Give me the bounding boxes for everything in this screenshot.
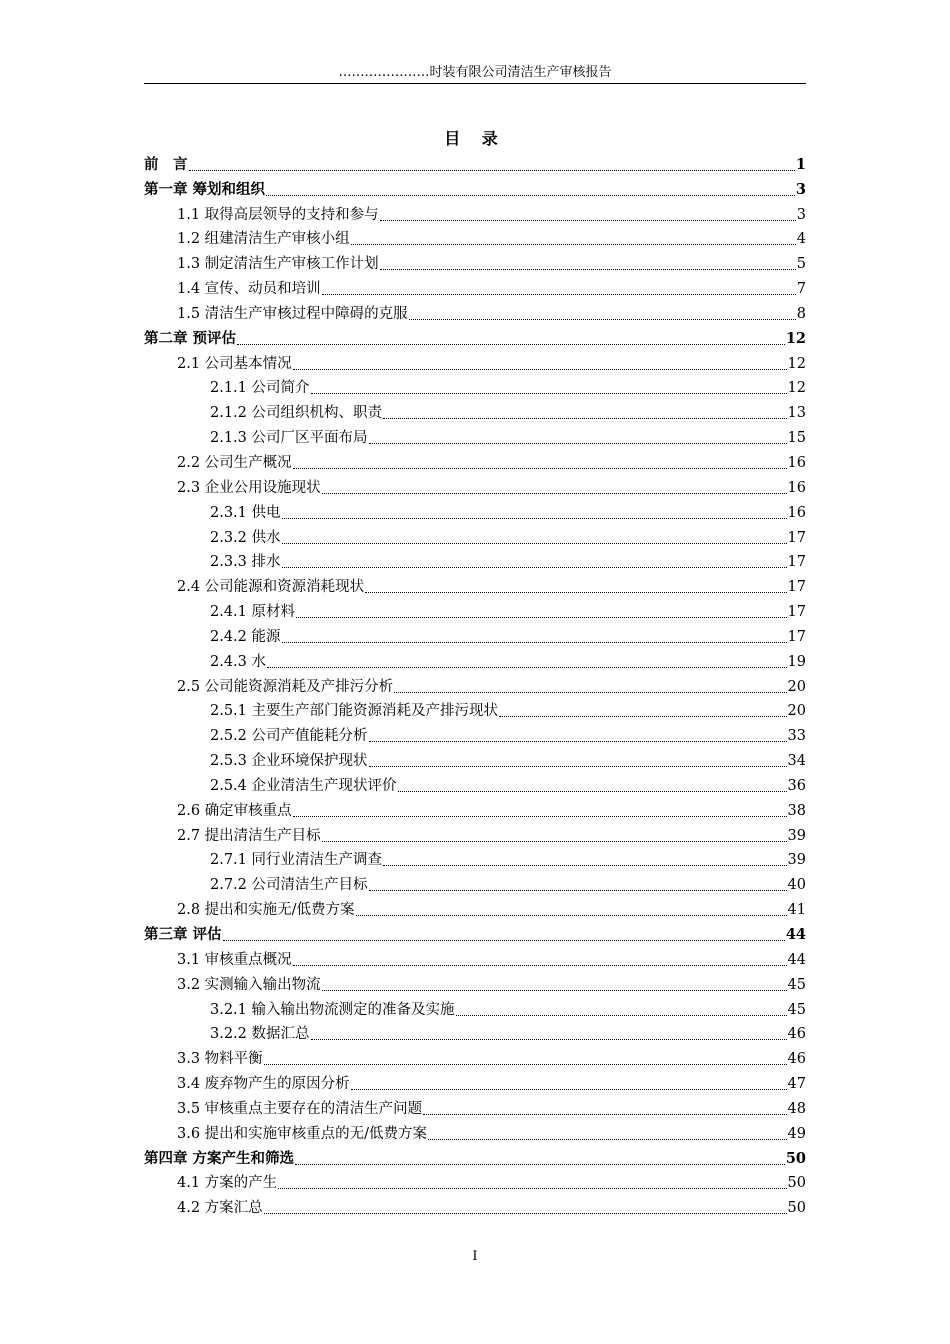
toc-entry[interactable] xyxy=(144,249,806,274)
toc-entry[interactable] xyxy=(144,622,806,647)
toc-dot-leader xyxy=(293,357,787,370)
toc-dot-leader xyxy=(296,605,787,618)
toc-dot-leader xyxy=(380,257,796,270)
toc-entry-title: 2.3.1 供电 xyxy=(210,504,281,521)
toc-entry-page: 40 xyxy=(787,877,806,894)
toc-dot-leader xyxy=(282,555,787,568)
toc-dot-leader xyxy=(409,307,796,320)
toc-entry[interactable] xyxy=(144,523,806,548)
toc-entry-title: 2.7 提出清洁生产目标 xyxy=(177,827,321,844)
toc-entry-title: 4.1 方案的产生 xyxy=(177,1175,278,1192)
toc-entry-title: 2.4.1 原材料 xyxy=(210,604,296,621)
toc-entry[interactable] xyxy=(144,548,806,573)
toc-dot-leader xyxy=(380,208,796,221)
toc-entry-page: 50 xyxy=(787,1175,806,1192)
toc-entry-page: 17 xyxy=(787,554,806,571)
toc-dot-leader xyxy=(278,1176,786,1189)
toc-entry-title: 2.2 公司生产概况 xyxy=(177,454,292,471)
toc-dot-leader xyxy=(369,754,787,767)
toc-entry-title: 3.6 提出和实施审核重点的无/低费方案 xyxy=(177,1125,428,1142)
toc-entry[interactable] xyxy=(144,771,806,796)
toc-entry-title: 1.2 组建清洁生产审核小组 xyxy=(177,231,350,248)
toc-dot-leader xyxy=(282,506,787,519)
toc-entry-title: 第一章 筹划和组织 xyxy=(144,180,266,198)
toc-entry[interactable] xyxy=(144,672,806,697)
toc-dot-leader xyxy=(223,928,785,941)
toc-entry-page: 17 xyxy=(787,628,806,645)
toc-entry[interactable] xyxy=(144,920,806,945)
toc-entry-page: 4 xyxy=(796,231,806,248)
toc-entry-page: 44 xyxy=(787,951,806,968)
toc-dot-leader xyxy=(267,655,787,668)
toc-entry-title: 3.2.1 输入输出物流测定的准备及实施 xyxy=(210,1001,455,1018)
toc-entry[interactable] xyxy=(144,746,806,771)
toc-entry-page: 13 xyxy=(787,405,806,422)
toc-entry-title: 1.1 取得高层领导的支持和参与 xyxy=(177,206,379,223)
toc-entry[interactable] xyxy=(144,349,806,374)
toc-entry[interactable] xyxy=(144,1144,806,1169)
toc-entry-title: 2.7.2 公司清洁生产目标 xyxy=(210,877,368,894)
page-header: …………………时装有限公司清洁生产审核报告 xyxy=(338,65,612,80)
toc-dot-leader xyxy=(293,953,787,966)
toc-entry-title: 3.1 审核重点概况 xyxy=(177,951,292,968)
toc-entry-title: 第二章 预评估 xyxy=(144,329,237,347)
toc-entry-title: 2.4 公司能源和资源消耗现状 xyxy=(177,579,365,596)
toc-entry-title: 1.3 制定清洁生产审核工作计划 xyxy=(177,256,379,273)
toc-entry[interactable] xyxy=(144,870,806,895)
toc-dot-leader xyxy=(365,580,786,593)
toc-dot-leader xyxy=(369,431,787,444)
toc-entry-page: 17 xyxy=(787,604,806,621)
toc-entry[interactable] xyxy=(144,1169,806,1194)
toc-entry-page: 41 xyxy=(787,902,806,919)
toc-entry-title: 2.5.4 企业清洁生产现状评价 xyxy=(210,777,397,794)
toc-entry-page: 33 xyxy=(787,728,806,745)
toc-dot-leader xyxy=(311,381,787,394)
toc-dot-leader xyxy=(369,878,787,891)
toc-entry-title: 3.4 废弃物产生的原因分析 xyxy=(177,1076,350,1093)
toc-entry[interactable] xyxy=(144,1020,806,1045)
toc-entry-page: 3 xyxy=(795,180,806,198)
toc-entry-title: 2.8 提出和实施无/低费方案 xyxy=(177,902,355,919)
toc-entry-page: 34 xyxy=(787,753,806,770)
toc-dot-leader xyxy=(295,1152,785,1165)
toc-entry-page: 8 xyxy=(796,305,806,322)
toc-entry[interactable] xyxy=(144,398,806,423)
toc-entry-page: 12 xyxy=(787,355,806,372)
toc-entry-title: 前 言 xyxy=(144,155,188,173)
toc-dot-leader xyxy=(264,1052,787,1065)
toc-entry-title: 3.2 实测输入输出物流 xyxy=(177,976,321,993)
toc-dot-leader xyxy=(456,1003,787,1016)
toc-entry-title: 2.1.2 公司组织机构、职责 xyxy=(210,405,383,422)
toc-entry-title: 2.5.3 企业环境保护现状 xyxy=(210,753,368,770)
toc-dot-leader xyxy=(264,1201,787,1214)
toc-entry[interactable] xyxy=(144,796,806,821)
toc-dot-leader xyxy=(237,332,785,345)
toc-entry-title: 2.1.1 公司简介 xyxy=(210,380,310,397)
toc-dot-leader xyxy=(423,1102,786,1115)
toc-entry[interactable] xyxy=(144,1094,806,1119)
toc-entry-title: 2.5.1 主要生产部门能资源消耗及产排污现状 xyxy=(210,703,499,720)
toc-title: 目 录 xyxy=(444,129,506,148)
toc-entry-page: 49 xyxy=(787,1125,806,1142)
toc-entry[interactable] xyxy=(144,374,806,399)
toc-entry-page: 15 xyxy=(787,430,806,447)
toc-dot-leader xyxy=(369,729,787,742)
toc-entry-page: 39 xyxy=(787,827,806,844)
toc-entry[interactable] xyxy=(144,647,806,672)
toc-entry[interactable] xyxy=(144,895,806,920)
toc-entry-page: 16 xyxy=(787,479,806,496)
toc-dot-leader xyxy=(351,232,796,245)
toc-entry-page: 46 xyxy=(787,1051,806,1068)
toc-entry-page: 5 xyxy=(796,256,806,273)
toc-entry-page: 1 xyxy=(795,155,806,173)
toc-dot-leader xyxy=(189,158,795,171)
toc-entry-page: 50 xyxy=(785,1149,806,1167)
toc-entry-title: 第三章 评估 xyxy=(144,926,222,943)
toc-entry-page: 47 xyxy=(787,1076,806,1093)
header-rule xyxy=(144,83,806,84)
toc-entry-page: 46 xyxy=(787,1026,806,1043)
table-of-contents xyxy=(144,150,806,1218)
toc-dot-leader xyxy=(322,978,787,991)
toc-dot-leader xyxy=(428,1127,786,1140)
toc-entry[interactable] xyxy=(144,846,806,871)
toc-entry-page: 45 xyxy=(787,976,806,993)
toc-entry[interactable] xyxy=(144,299,806,324)
toc-entry[interactable] xyxy=(144,448,806,473)
toc-entry[interactable] xyxy=(144,597,806,622)
toc-dot-leader xyxy=(282,630,787,643)
toc-entry-page: 17 xyxy=(787,579,806,596)
toc-entry[interactable] xyxy=(144,473,806,498)
toc-entry[interactable] xyxy=(144,150,806,175)
toc-entry-title: 2.3 企业公用设施现状 xyxy=(177,479,321,496)
toc-entry[interactable] xyxy=(144,1119,806,1144)
toc-entry[interactable] xyxy=(144,572,806,597)
toc-dot-leader xyxy=(394,680,786,693)
toc-dot-leader xyxy=(266,183,795,196)
toc-entry-title: 2.5.2 公司产值能耗分析 xyxy=(210,728,368,745)
toc-entry[interactable] xyxy=(144,225,806,250)
toc-entry-title: 2.1.3 公司厂区平面布局 xyxy=(210,430,368,447)
toc-entry-title: 3.5 审核重点主要存在的清洁生产问题 xyxy=(177,1100,423,1117)
toc-entry-page: 38 xyxy=(787,802,806,819)
toc-dot-leader xyxy=(322,481,787,494)
toc-entry-page: 16 xyxy=(787,454,806,471)
toc-entry-page: 48 xyxy=(787,1100,806,1117)
toc-entry[interactable] xyxy=(144,200,806,225)
toc-entry[interactable] xyxy=(144,970,806,995)
toc-entry-page: 17 xyxy=(787,529,806,546)
toc-entry-page: 20 xyxy=(787,703,806,720)
toc-entry[interactable] xyxy=(144,324,806,349)
toc-entry-title: 1.4 宣传、动员和培训 xyxy=(177,281,321,298)
toc-dot-leader xyxy=(282,531,787,544)
toc-dot-leader xyxy=(322,282,796,295)
toc-entry-page: 45 xyxy=(787,1001,806,1018)
toc-entry-title: 2.1 公司基本情况 xyxy=(177,355,292,372)
toc-dot-leader xyxy=(398,779,787,792)
toc-entry[interactable] xyxy=(144,1044,806,1069)
toc-entry[interactable] xyxy=(144,821,806,846)
toc-dot-leader xyxy=(293,456,787,469)
toc-entry-page: 20 xyxy=(787,678,806,695)
toc-entry[interactable] xyxy=(144,423,806,448)
toc-entry-title: 1.5 清洁生产审核过程中障碍的克服 xyxy=(177,305,408,322)
toc-entry-page: 36 xyxy=(787,777,806,794)
page-number: I xyxy=(472,1249,478,1264)
toc-entry-page: 50 xyxy=(787,1200,806,1217)
toc-entry-title: 3.3 物料平衡 xyxy=(177,1051,263,1068)
toc-entry-title: 2.4.2 能源 xyxy=(210,628,281,645)
toc-entry-title: 2.7.1 同行业清洁生产调查 xyxy=(210,852,383,869)
toc-entry-title: 第四章 方案产生和筛选 xyxy=(144,1149,295,1167)
toc-entry[interactable] xyxy=(144,498,806,523)
toc-entry-title: 2.5 公司能资源消耗及产排污分析 xyxy=(177,678,394,695)
toc-entry[interactable] xyxy=(144,945,806,970)
toc-entry[interactable] xyxy=(144,721,806,746)
toc-entry-page: 16 xyxy=(787,504,806,521)
toc-entry[interactable] xyxy=(144,175,806,200)
toc-entry-title: 2.3.3 排水 xyxy=(210,554,281,571)
toc-dot-leader xyxy=(499,704,787,717)
toc-entry-page: 19 xyxy=(787,653,806,670)
toc-dot-leader xyxy=(383,853,787,866)
toc-entry[interactable] xyxy=(144,274,806,299)
toc-dot-leader xyxy=(311,1027,787,1040)
toc-dot-leader xyxy=(356,903,787,916)
toc-dot-leader xyxy=(383,406,787,419)
toc-entry-page: 3 xyxy=(796,206,806,223)
toc-entry[interactable] xyxy=(144,697,806,722)
toc-entry-title: 4.2 方案汇总 xyxy=(177,1200,263,1217)
toc-dot-leader xyxy=(322,829,787,842)
toc-entry-page: 12 xyxy=(785,329,806,347)
toc-entry-page: 7 xyxy=(796,281,806,298)
toc-entry[interactable] xyxy=(144,995,806,1020)
toc-dot-leader xyxy=(293,804,787,817)
toc-entry-title: 3.2.2 数据汇总 xyxy=(210,1026,310,1043)
toc-entry[interactable] xyxy=(144,1193,806,1218)
toc-entry-title: 2.6 确定审核重点 xyxy=(177,802,292,819)
toc-entry-title: 2.3.2 供水 xyxy=(210,529,281,546)
toc-entry-page: 12 xyxy=(787,380,806,397)
toc-entry-page: 39 xyxy=(787,852,806,869)
toc-entry-title: 2.4.3 水 xyxy=(210,653,267,670)
toc-entry-page: 44 xyxy=(785,926,806,943)
toc-entry[interactable] xyxy=(144,1069,806,1094)
toc-dot-leader xyxy=(351,1077,787,1090)
